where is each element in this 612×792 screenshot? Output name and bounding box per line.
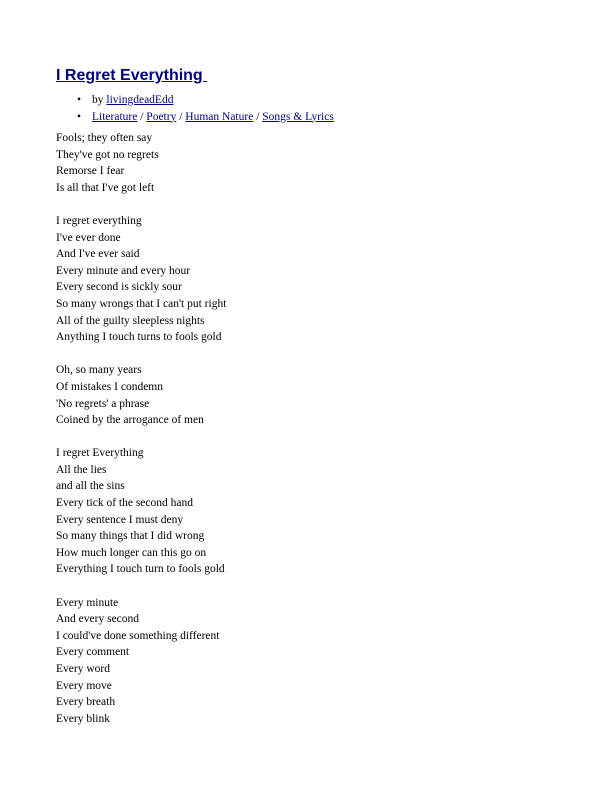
- poem-line: Every tick of the second hand: [56, 497, 193, 510]
- poem-line: Remorse I fear: [56, 165, 125, 178]
- poem-line: So many things that I did wrong: [56, 530, 205, 543]
- poem-line: All the lies: [56, 463, 107, 476]
- category-separator: /: [137, 110, 147, 123]
- category-separator: /: [176, 110, 186, 123]
- poem-line: Of mistakes I condemn: [56, 380, 163, 393]
- poem-line: Coined by the arrogance of men: [56, 414, 204, 427]
- stanza-2: [56, 213, 576, 346]
- poem-line: Every sentence I must deny: [56, 513, 184, 526]
- poem-line: All of the guilty sleepless nights: [56, 314, 205, 327]
- poem-line: Oh, so many years: [56, 364, 142, 377]
- category-link-literature[interactable]: Literature: [92, 110, 138, 123]
- poem-meta-list: [56, 92, 576, 125]
- bullet-icon: •: [77, 94, 82, 106]
- poem-line: And every second: [56, 613, 140, 626]
- document-page: [56, 66, 576, 744]
- stanza-5: [56, 595, 576, 728]
- poem-title-link[interactable]: I Regret Everything: [56, 67, 208, 84]
- poem-line: Everything I touch turn to fools gold: [56, 563, 225, 576]
- poem-line: Every second is sickly sour: [56, 281, 182, 294]
- author-link[interactable]: livingdeadEdd: [106, 94, 174, 106]
- poem-line: I regret Everything: [56, 447, 144, 460]
- poem-body: [56, 130, 576, 727]
- category-link-songs-lyrics[interactable]: Songs & Lyrics: [262, 110, 334, 123]
- poem-line: Every minute and every hour: [56, 264, 191, 277]
- poem-line: Every minute: [56, 596, 119, 609]
- byline-item: [77, 92, 576, 109]
- category-link-poetry[interactable]: Poetry: [146, 110, 177, 123]
- poem-line: Every comment: [56, 646, 130, 659]
- poem-line: Every word: [56, 663, 110, 675]
- poem-line: and all the sins: [56, 480, 125, 493]
- poem-line: Is all that I've got left: [56, 181, 155, 194]
- poem-line: They've got no regrets: [56, 148, 159, 161]
- categories-item: [77, 109, 576, 126]
- poem-line: How much longer can this go on: [56, 546, 207, 559]
- stanza-4: [56, 445, 576, 578]
- poem-line: And I've ever said: [56, 248, 140, 261]
- category-separator: /: [253, 110, 263, 123]
- poem-line: Anything I touch turns to fools gold: [56, 331, 222, 344]
- poem-line: So many wrongs that I can't put right: [56, 297, 227, 310]
- bullet-icon: •: [77, 110, 82, 123]
- poem-line: I regret everything: [56, 214, 142, 227]
- poem-line: 'No regrets' a phrase: [56, 397, 150, 410]
- byline-prefix: by: [92, 94, 107, 106]
- category-link-human-nature[interactable]: Human Nature: [185, 110, 254, 123]
- poem-line: Fools; they often say: [56, 132, 153, 144]
- poem-line: I could've done something different: [56, 629, 220, 642]
- stanza-1: [56, 130, 576, 196]
- poem-line: I've ever done: [56, 231, 121, 244]
- poem-line: Every move: [56, 679, 112, 692]
- poem-line: Every breath: [56, 696, 116, 709]
- stanza-3: [56, 362, 576, 428]
- poem-line: Every blink: [56, 712, 110, 725]
